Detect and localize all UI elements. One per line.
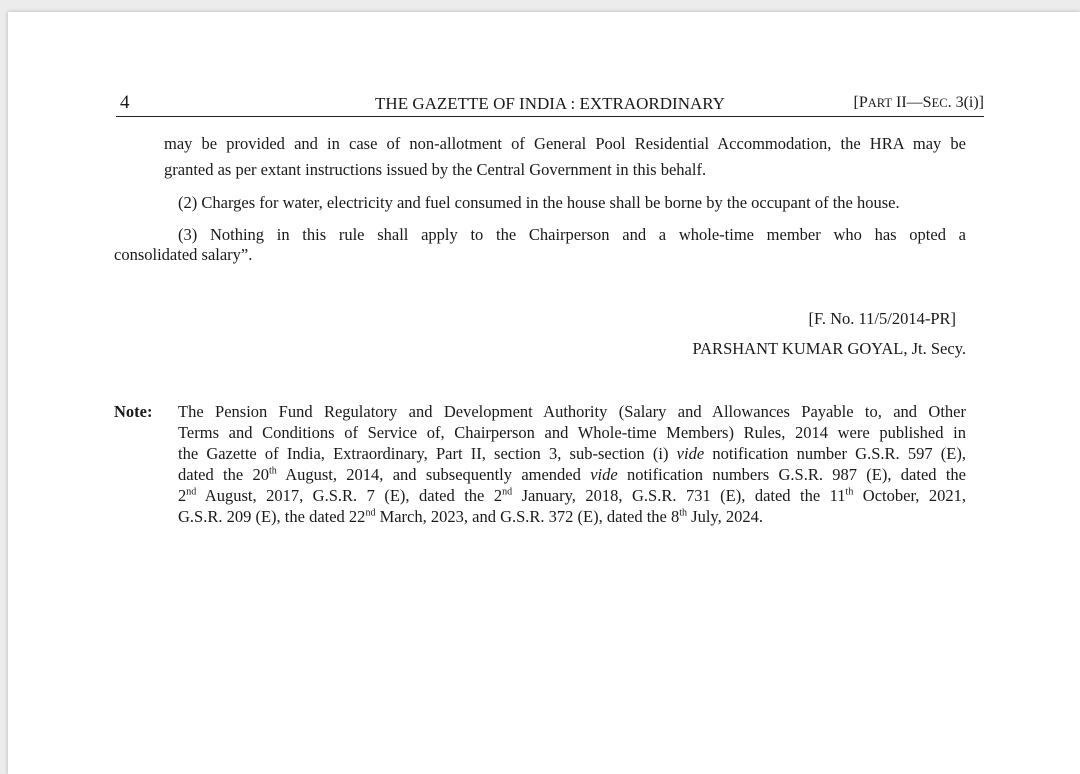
note-line-6: G.S.R. 209 (E), the dated 22nd March, 2023, and G.S.R. 372 (E), dated the 8th July, 2024. (178, 507, 763, 526)
gazette-page (8, 12, 1080, 774)
page-number: 4 (120, 92, 130, 113)
note-line-2: Terms and Conditions of Service of, Chairperson and Whole-time Members) Rules, 2014 were published in (178, 423, 966, 442)
part-section-label: [PART II—SEC. 3(i)] (853, 94, 984, 111)
paragraph-3-line-1: (3) Nothing in this rule shall apply to the Chairperson and a whole-time member who has opted a (178, 225, 966, 244)
note-line-4: dated the 20th August, 2014, and subsequently amended vide notification numbers G.S.R. 987 (E), dated the (178, 465, 967, 484)
paragraph-1-line-2: granted as per extant instructions issued by the Central Government in this behalf. (164, 160, 707, 179)
note-label: Note: (114, 402, 153, 421)
page-header (116, 80, 984, 117)
note-line-1: The Pension Fund Regulatory and Development Authority (Salary and Allowances Payable to, and Other (178, 402, 966, 421)
paragraph-1-line-1: may be provided and in case of non-allotment of General Pool Residential Accommodation, the HRA may be (164, 134, 966, 153)
signatory: PARSHANT KUMAR GOYAL, Jt. Secy. (692, 339, 966, 358)
paragraph-2: (2) Charges for water, electricity and fuel consumed in the house shall be borne by the occupant of the house. (178, 193, 900, 212)
note-line-5: 2nd August, 2017, G.S.R. 7 (E), dated the 2nd January, 2018, G.S.R. 731 (E), dated the 11th October, 2021, (178, 486, 967, 505)
note-line-3: the Gazette of India, Extraordinary, Part II, section 3, sub-section (i) vide notification number G.S.R. 597 (E), (178, 444, 966, 463)
file-number: [F. No. 11/5/2014-PR] (808, 309, 956, 328)
paragraph-3-line-2: consolidated salary”. (114, 245, 253, 264)
gazette-title: THE GAZETTE OF INDIA : EXTRAORDINARY (375, 94, 725, 113)
note-body (178, 401, 966, 527)
